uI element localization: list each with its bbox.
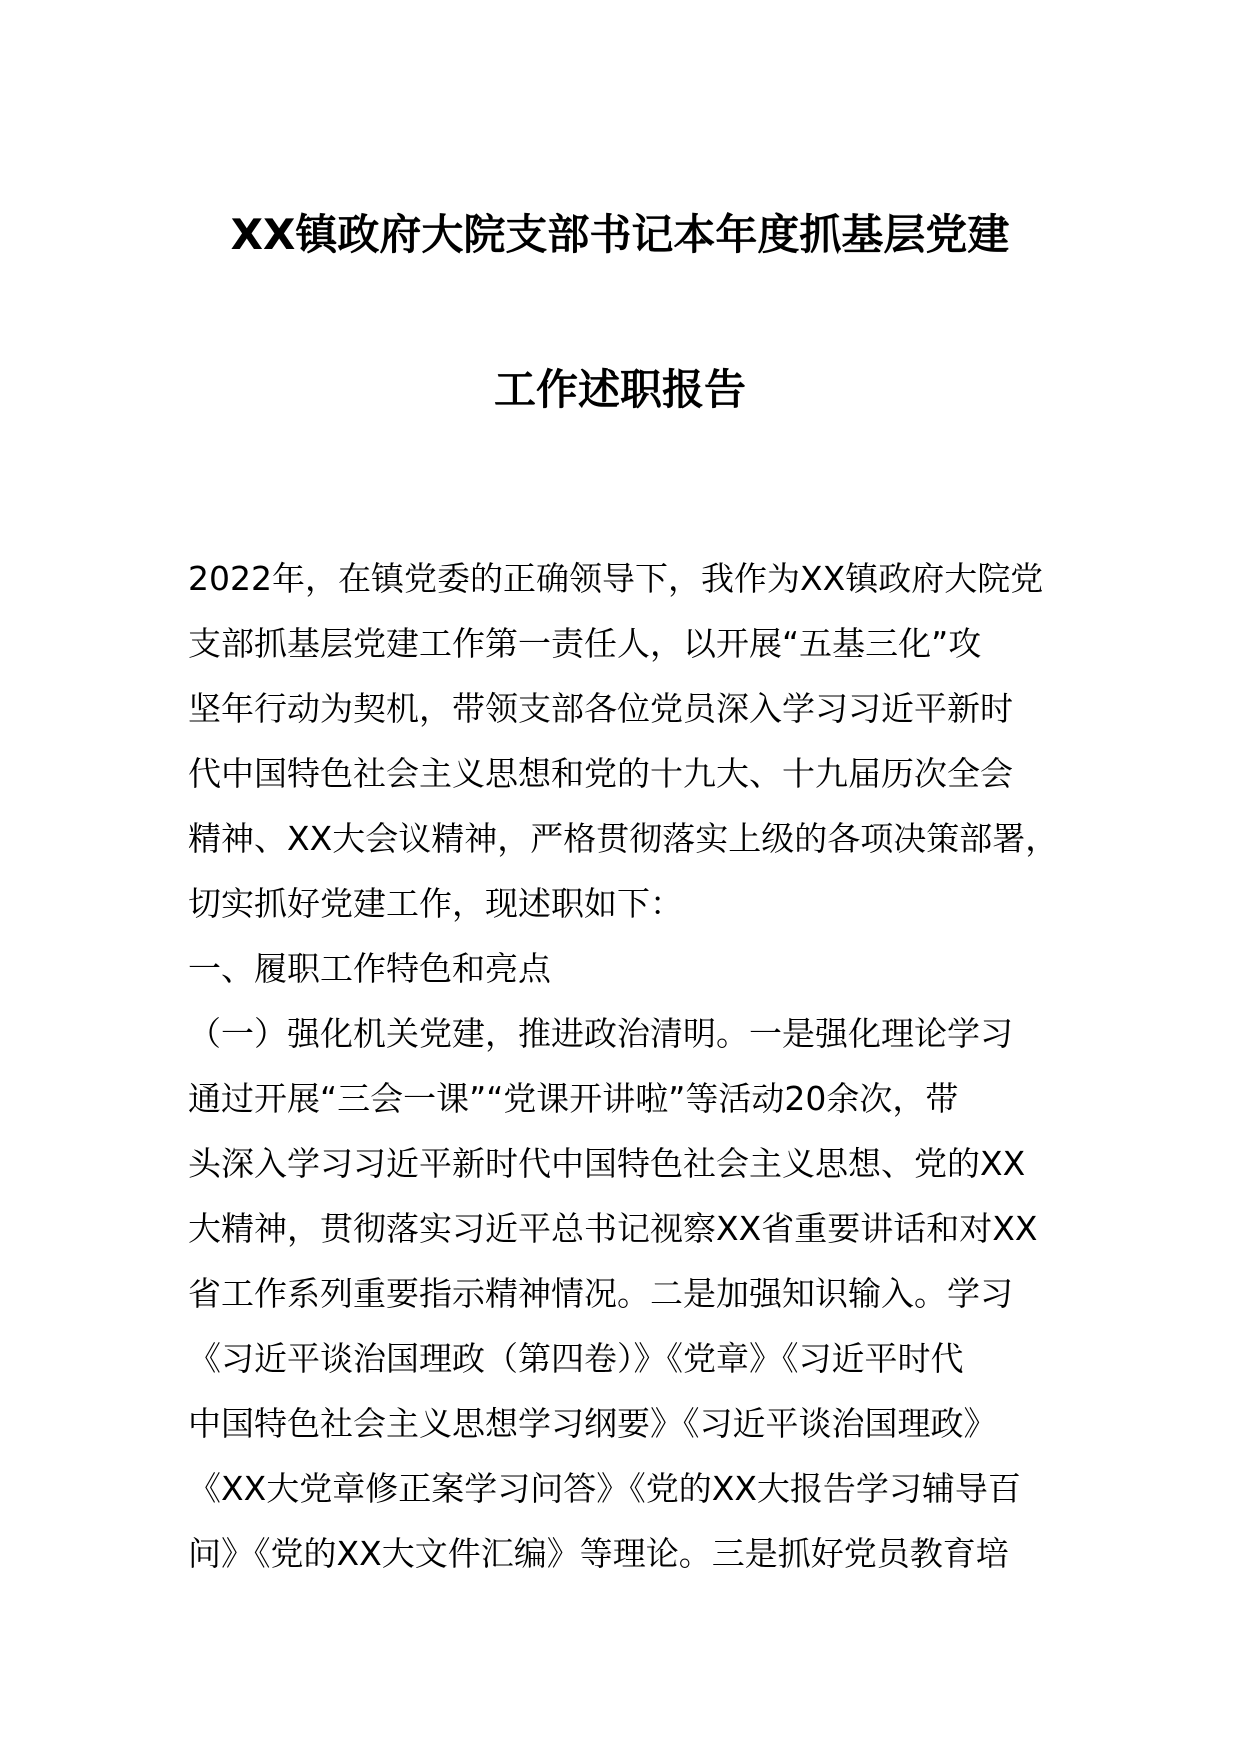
body-line: 头深入学习习近平新时代中国特色社会主义思想、党的XX xyxy=(188,1144,1026,1183)
body-line: 《XX大党章修正案学习问答》《党的XX大报告学习辅导百 xyxy=(188,1469,1021,1508)
document-body xyxy=(188,546,1088,1586)
body-line: 通过开展“三会一课”“党课开讲啦”等活动20余次，带 xyxy=(188,1079,959,1118)
section-heading: 一、履职工作特色和亮点 xyxy=(188,949,551,988)
body-line: 切实抓好党建工作，现述职如下： xyxy=(188,884,683,923)
body-line: 精神、XX大会议精神，严格贯彻落实上级的各项决策部署， xyxy=(188,819,1059,858)
document-title-line-1: XX镇政府大院支部书记本年度抓基层党建 xyxy=(230,210,1010,259)
body-line: 省工作系列重要指示精神情况。二是加强知识输入。学习 xyxy=(188,1274,1013,1313)
body-line: 代中国特色社会主义思想和党的十九大、十九届历次全会 xyxy=(188,754,1013,793)
body-line: 2022年，在镇党委的正确领导下，我作为XX镇政府大院党 xyxy=(188,559,1044,598)
body-line: 《习近平谈治国理政（第四卷）》《党章》《习近平时代 xyxy=(188,1339,964,1378)
body-line: 中国特色社会主义思想学习纲要》《习近平谈治国理政》 xyxy=(188,1404,997,1443)
body-line: 大精神，贯彻落实习近平总书记视察XX省重要讲话和对XX xyxy=(188,1209,1038,1248)
body-line: 坚年行动为契机，带领支部各位党员深入学习习近平新时 xyxy=(188,689,1013,728)
document-title-line-2: 工作述职报告 xyxy=(493,365,746,414)
body-line: 支部抓基层党建工作第一责任人，以开展“五基三化”攻 xyxy=(188,624,982,663)
body-line: （一）强化机关党建，推进政治清明。一是强化理论学习 xyxy=(188,1014,1013,1053)
body-line: 问》《党的XX大文件汇编》等理论。三是抓好党员教育培 xyxy=(188,1534,1009,1573)
